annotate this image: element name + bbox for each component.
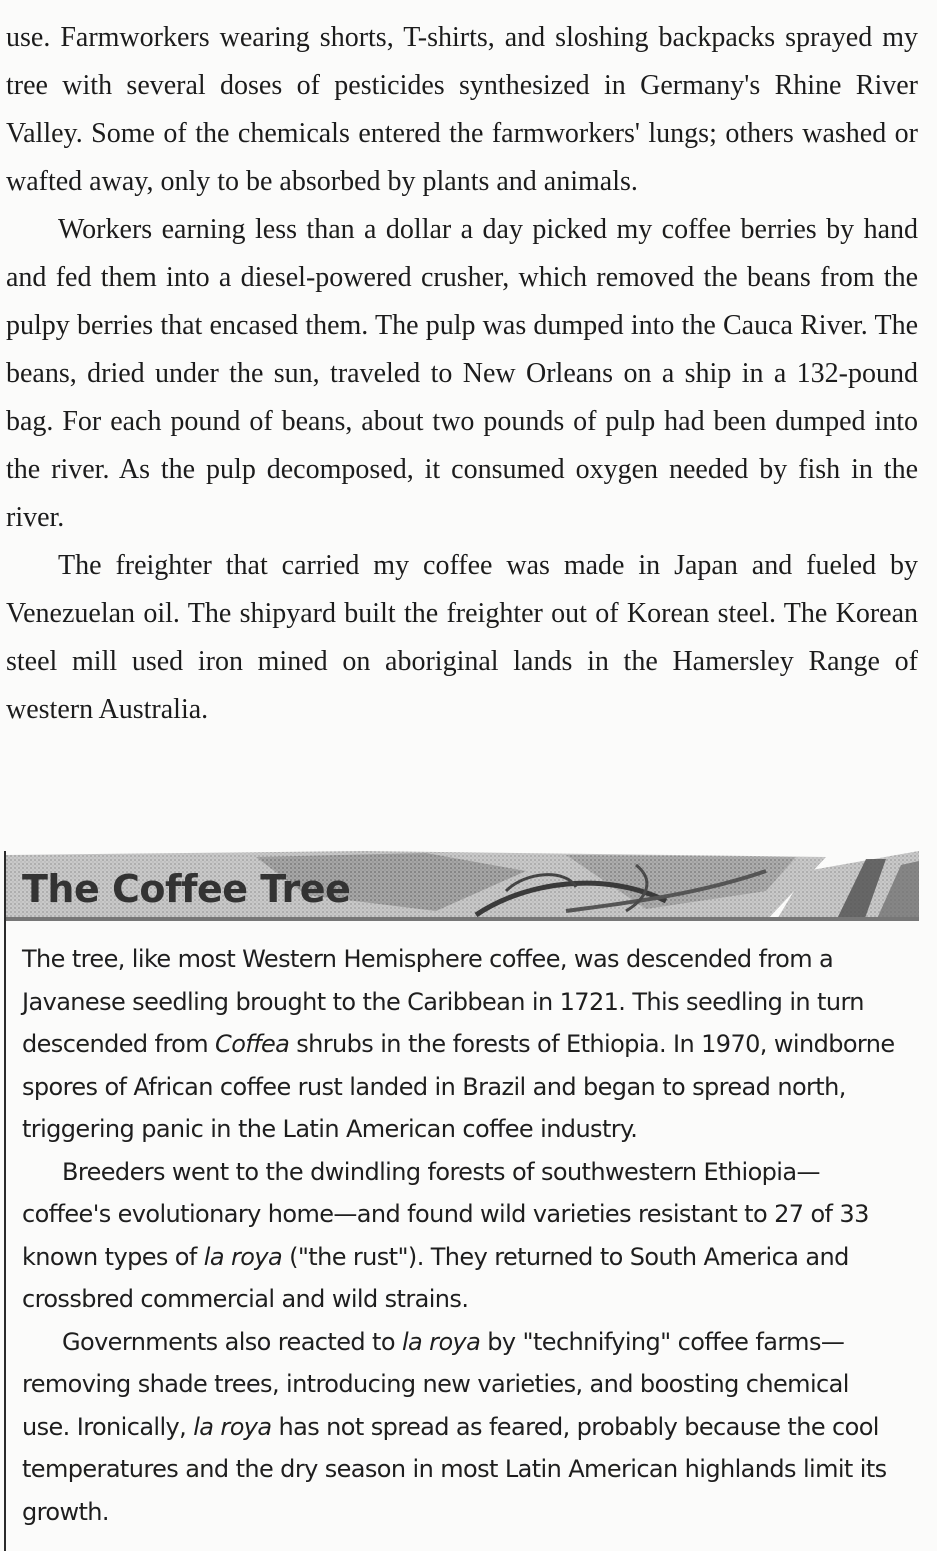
main-paragraph-1: use. Farmworkers wearing shorts, T-shirts, and sloshing backpacks sprayed my tree with several doses of pesticides synthesized in Germany's Rhine River Valley. Some of the chemicals entered the farmworkers' lungs; others washed or wafted away, only to be absorbed by plants and animals. — [6, 22, 918, 197]
sidebar-paragraph-2-text-a: Breeders went to the dwindling forests of southwestern Ethiopia—coffee's evolutionary home—and found wild varieties resistant to 27 of 33 known types of — [22, 1157, 869, 1271]
sidebar-paragraph-1 — [22, 938, 902, 1151]
sidebar-title: The Coffee Tree — [22, 867, 351, 911]
sidebar-paragraph-2-text-b: ("the rust"). They returned to South America and crossbred commercial and wild strains. — [22, 1242, 849, 1313]
sidebar-paragraph-3 — [22, 1321, 902, 1534]
sidebar-paragraph-3-text-c: has not spread as feared, probably because the cool temperatures and the dry season in most Latin American highlands limit its growth. — [22, 1412, 887, 1526]
sidebar-text — [22, 938, 902, 1533]
main-paragraph-3: The freighter that carried my coffee was made in Japan and fueled by Venezuelan oil. The shipyard built the freighter out of Korean steel. The Korean steel mill used iron mined on aboriginal lands in the Hamersley Range of western Australia. — [6, 550, 918, 725]
sidebar-paragraph-3-italic-1: la roya — [401, 1327, 481, 1356]
sidebar-paragraph-1-text-b: shrubs in the forests of Ethiopia. In 1970, windborne spores of African coffee rust landed in Brazil and began to spread north, triggering panic in the Latin American coffee industry. — [22, 1030, 895, 1143]
sidebar-paragraph-3-text-a: Governments also reacted to — [62, 1327, 402, 1356]
sidebar-banner — [6, 851, 919, 921]
sidebar-paragraph-3-text-b: by "technifying" coffee farms—removing shade trees, introducing new varieties, and boosting chemical use. Ironically, — [22, 1327, 849, 1441]
sidebar-paragraph-1-text-a: The tree, like most Western Hemisphere coffee, was descended from a Javanese seedling brought to the Caribbean in 1721. This seedling in turn descended from — [22, 945, 864, 1058]
sidebar-paragraph-2 — [22, 1151, 902, 1321]
sidebar-paragraph-1-italic: Coffea — [215, 1030, 290, 1058]
sidebar-paragraph-2-italic: la roya — [203, 1242, 283, 1271]
sidebar-box — [4, 851, 919, 1551]
main-text — [6, 14, 918, 734]
sidebar-paragraph-3-italic-2: la roya — [193, 1412, 272, 1441]
main-paragraph-2: Workers earning less than a dollar a day picked my coffee berries by hand and fed them into a diesel-powered crusher, which removed the beans from the pulpy berries that encased them. The pulp was dumped into the Cauca River. The beans, dried under the sun, traveled to New Orleans on a ship in a 132-pound bag. For each pound of beans, about two pounds of pulp had been dumped into the river. As the pulp decomposed, it consumed oxygen needed by fish in the river. — [6, 214, 918, 533]
